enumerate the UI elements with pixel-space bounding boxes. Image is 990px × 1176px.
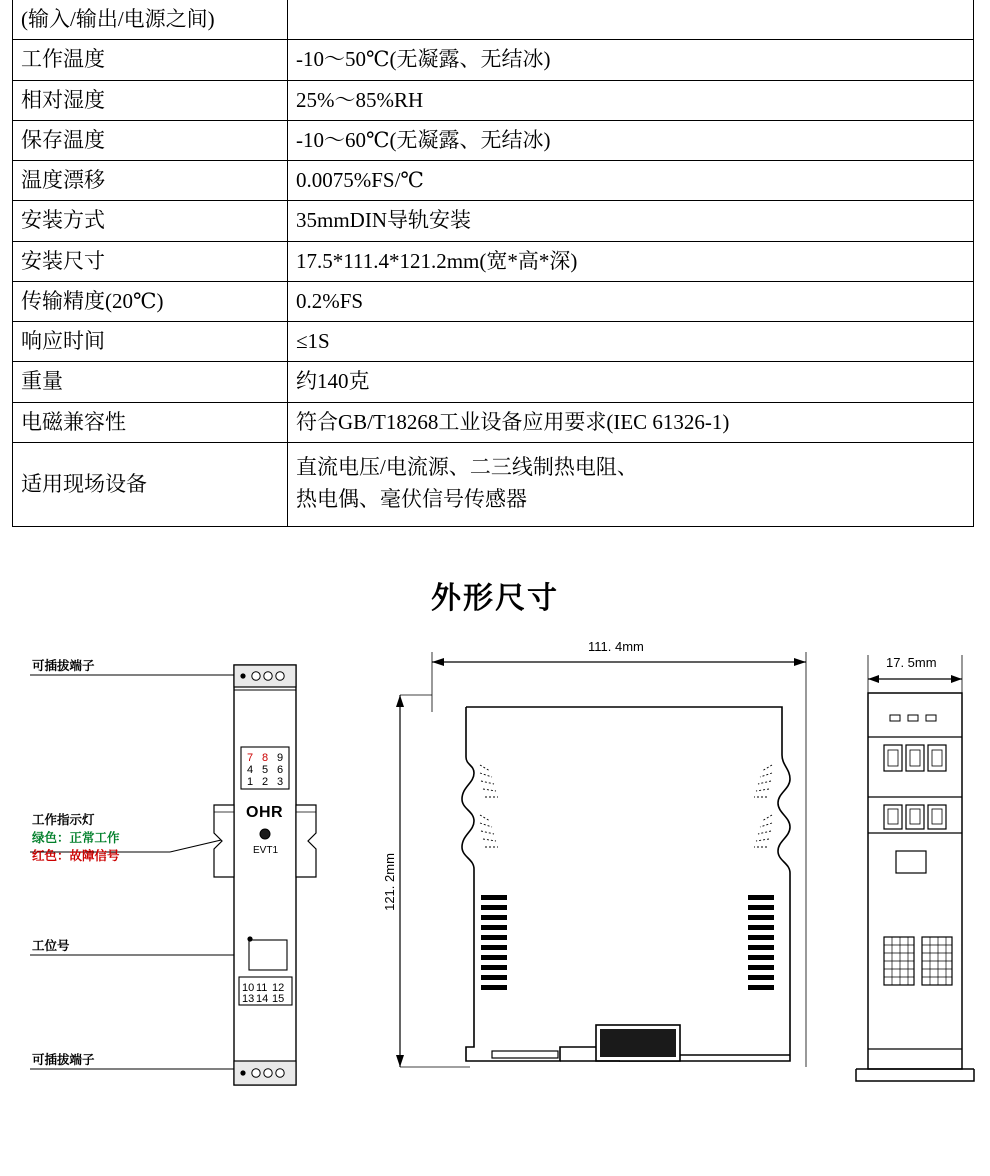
table-row xyxy=(13,322,974,362)
bottom-terminal-screw xyxy=(240,1070,245,1075)
vent-slots-right xyxy=(748,895,774,990)
bottom-terminal-hole-3 xyxy=(276,1069,284,1077)
spec-value: 符合GB/T18268工业设备应用要求(IEC 61326-1) xyxy=(288,402,974,442)
vent-slot xyxy=(748,975,774,980)
spec-label: 适用现场设备 xyxy=(13,442,288,526)
terminal-number-13: 13 xyxy=(242,992,255,1005)
annotation-tag-number: 工位号 xyxy=(32,938,70,953)
rear-terminal-5-inner xyxy=(910,809,920,824)
vent-slot xyxy=(481,925,507,930)
vent-slot xyxy=(748,925,774,930)
top-terminal-hole-2 xyxy=(264,672,272,680)
spec-value: 35mmDIN导轨安装 xyxy=(288,201,974,241)
table-row xyxy=(13,281,974,321)
height-arrow-top xyxy=(396,695,404,707)
detail-hatch-right-bottom xyxy=(754,815,772,847)
vent-slot xyxy=(748,895,774,900)
table-row xyxy=(13,120,974,160)
rear-vent-a xyxy=(890,715,900,721)
terminal-number-3: 3 xyxy=(277,775,284,788)
width-arrow-left xyxy=(432,658,444,666)
spec-value: 17.5*111.4*121.2mm(宽*高*深) xyxy=(288,241,974,281)
spec-value: -10～60℃(无凝露、无结冰) xyxy=(288,120,974,160)
terminal-number-9: 9 xyxy=(277,751,284,764)
page-title: 外形尺寸 xyxy=(431,581,559,615)
vent-slot xyxy=(748,955,774,960)
spec-label: 电磁兼容性 xyxy=(13,402,288,442)
device-rear-view xyxy=(856,655,974,1081)
spec-value: 25%～85%RH xyxy=(288,80,974,120)
rear-vent-b xyxy=(908,715,918,721)
terminal-number-5: 5 xyxy=(262,763,269,776)
table-row xyxy=(13,241,974,281)
annotation-indicator-title: 工作指示灯 xyxy=(32,812,95,827)
detail-hatch-left-top xyxy=(480,765,498,797)
rear-terminal-1-inner xyxy=(888,750,898,766)
terminal-number-8: 8 xyxy=(262,751,269,764)
depth-dimension-label: 17. 5mm xyxy=(886,654,937,670)
spec-label: 传输精度(20℃) xyxy=(13,281,288,321)
table-row xyxy=(13,362,974,402)
height-dimension-label: 121. 2mm xyxy=(382,852,397,911)
vent-slot xyxy=(481,945,507,950)
spec-value: 约140克 xyxy=(288,362,974,402)
table-row xyxy=(13,402,974,442)
vent-slot xyxy=(748,915,774,920)
profile-outline-right xyxy=(466,707,790,1043)
spec-value xyxy=(288,442,974,526)
device-side-view xyxy=(382,639,806,1067)
table-row xyxy=(13,161,974,201)
spec-value: -10～50℃(无凝露、无结冰) xyxy=(288,40,974,80)
spec-label: 工作温度 xyxy=(13,40,288,80)
spec-label: 温度漂移 xyxy=(13,161,288,201)
vent-slot xyxy=(481,975,507,980)
spec-label: 响应时间 xyxy=(13,322,288,362)
depth-arrow-right xyxy=(951,675,962,683)
rear-terminal-6-inner xyxy=(932,809,942,824)
vent-slot xyxy=(481,935,507,940)
vent-slot xyxy=(481,985,507,990)
tag-window-screw xyxy=(247,936,252,941)
rear-vent-c xyxy=(926,715,936,721)
terminal-number-14: 14 xyxy=(256,992,269,1005)
vent-slot xyxy=(748,985,774,990)
vent-slot xyxy=(748,945,774,950)
vent-slots-left xyxy=(481,895,507,990)
vent-slot xyxy=(481,915,507,920)
led-label: EVT1 xyxy=(253,844,279,856)
vent-slot xyxy=(481,895,507,900)
table-row xyxy=(13,80,974,120)
spec-label: 安装方式 xyxy=(13,201,288,241)
annotation-indicator-red: 红色：故障信号 xyxy=(32,848,120,863)
annotation-indicator-green: 绿色：正常工作 xyxy=(32,830,120,845)
vent-slot xyxy=(748,935,774,940)
terminal-number-11: 11 xyxy=(256,981,268,994)
profile-outline-left xyxy=(462,707,790,1061)
rear-terminal-4-inner xyxy=(888,809,898,824)
din-rail-clip-inner xyxy=(600,1029,676,1057)
status-led xyxy=(260,829,270,839)
specification-table xyxy=(12,0,974,527)
width-arrow-right xyxy=(794,658,806,666)
brand-label: OHR xyxy=(246,803,284,821)
vent-slot xyxy=(481,905,507,910)
table-row xyxy=(13,0,974,40)
device-body xyxy=(234,665,296,1085)
width-dimension-label: 111. 4mm xyxy=(588,638,644,654)
tag-number-window xyxy=(249,940,287,970)
rear-terminal-3-inner xyxy=(932,750,942,766)
top-terminal-hole-3 xyxy=(276,672,284,680)
spec-value: ≤1S xyxy=(288,322,974,362)
rear-din-rail xyxy=(856,1069,974,1081)
bottom-terminal-hole-1 xyxy=(252,1069,260,1077)
spec-label: 安装尺寸 xyxy=(13,241,288,281)
top-terminal-hole-1 xyxy=(252,672,260,680)
terminal-number-1: 1 xyxy=(247,775,254,788)
bottom-foot-left xyxy=(492,1051,558,1058)
bottom-terminal-hole-2 xyxy=(264,1069,272,1077)
vent-slot xyxy=(748,965,774,970)
detail-hatch-right-top xyxy=(754,765,772,797)
spec-value: 0.2%FS xyxy=(288,281,974,321)
spec-value-line-1: 直流电压/电流源、二三线制热电阻、 xyxy=(296,454,638,479)
spec-value xyxy=(288,0,974,40)
spec-label: 重量 xyxy=(13,362,288,402)
spec-label: 保存温度 xyxy=(13,120,288,160)
terminal-number-7: 7 xyxy=(247,751,254,764)
vent-slot xyxy=(748,905,774,910)
annotation-bottom-terminal: 可插拔端子 xyxy=(32,1052,95,1067)
right-clip-wing xyxy=(296,805,316,877)
spec-label: (输入/输出/电源之间) xyxy=(13,0,288,40)
terminal-number-2: 2 xyxy=(262,775,269,788)
spec-value-line-2: 热电偶、毫伏信号传感器 xyxy=(296,487,527,512)
detail-hatch-left-bottom xyxy=(480,815,498,847)
vent-slot xyxy=(481,955,507,960)
table-row xyxy=(13,442,974,526)
dimension-drawing-svg xyxy=(0,637,990,1137)
rear-label-window xyxy=(896,851,926,873)
table-row xyxy=(13,201,974,241)
height-arrow-bottom xyxy=(396,1055,404,1067)
rear-terminal-2-inner xyxy=(910,750,920,766)
terminal-number-15: 15 xyxy=(272,992,285,1005)
depth-arrow-left xyxy=(868,675,879,683)
spec-label: 相对湿度 xyxy=(13,80,288,120)
specification-table-body xyxy=(13,0,974,526)
terminal-number-12: 12 xyxy=(272,981,285,994)
annotation-top-terminal: 可插拔端子 xyxy=(32,658,95,673)
terminal-number-6: 6 xyxy=(277,763,284,776)
terminal-number-10: 10 xyxy=(242,981,255,994)
dimension-drawing xyxy=(0,637,990,1157)
vent-slot xyxy=(481,965,507,970)
top-terminal-screw xyxy=(240,673,245,678)
device-front-view xyxy=(30,665,316,1085)
terminal-number-4: 4 xyxy=(247,763,254,776)
table-row xyxy=(13,40,974,80)
spec-value: 0.0075%FS/℃ xyxy=(288,161,974,201)
